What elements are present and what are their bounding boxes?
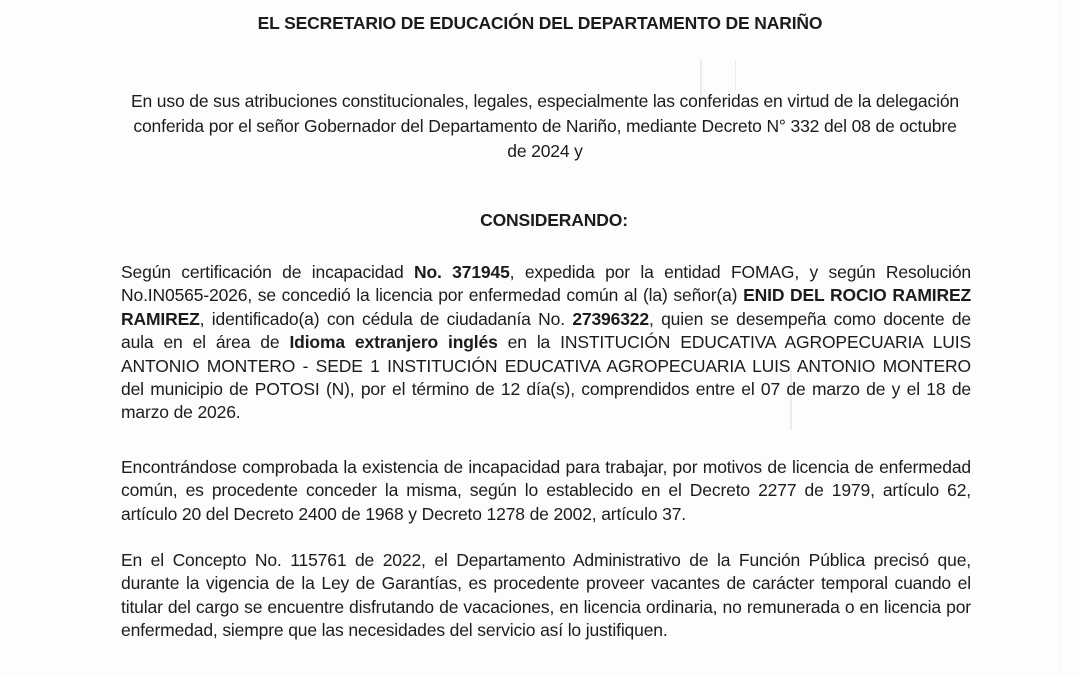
considerando-heading: CONSIDERANDO: [480,210,628,230]
teacher-surname: RAMIREZ [121,308,200,329]
paragraph-incapacity [121,261,971,425]
paragraph-line: artículo 20 del Decreto 2400 de 1968 y Decreto 1278 de 2002, artículo 37. [121,503,686,524]
document-title: EL SECRETARIO DE EDUCACIÓN DEL DEPARTAMENTO DE NARIÑO [257,13,823,33]
text-segment: , expedida por la entidad FOMAG, y según Resolución [509,262,971,282]
text-segment: , quien se desempeña como docente de [648,308,971,329]
preamble-paragraph [115,89,975,164]
text-segment: Según certificación de incapacidad [121,262,414,282]
teacher-name: ENID DEL ROCIO RAMIREZ [743,285,972,306]
paragraph-line [121,284,971,307]
paragraph-line: enfermedad, siempre que las necesidades del servicio así lo justifiquen. [121,620,668,641]
subject-area: Idioma extranjero inglés [289,332,498,353]
paragraph-justification [121,456,971,526]
paragraph-line [121,308,971,331]
text-segment: en la INSTITUCIÓN EDUCATIVA AGROPECUARIA LUIS [497,332,972,353]
paragraph-line: durante la vigencia de la Ley de Garantías, es procedente proveer vacantes de carácter temporal cuando el [121,573,971,594]
paragraph-line: Encontrándose comprobada la existencia de incapacidad para trabajar, por motivos de licencia de enfermedad [121,457,971,477]
paragraph-line: del municipio de POTOSI (N), por el término de 12 día(s), comprendidos entre el 07 de marzo de y el 18 de [121,379,971,400]
preamble-line: de 2024 y [507,141,583,161]
paragraph-line: En el Concepto No. 115761 de 2022, el Departamento Administrativo de la Función Pública precisó que, [121,550,971,570]
paragraph-line: común, es procedente conceder la misma, según lo establecido en el Decreto 2277 de 1979, artículo 62, [121,480,971,501]
paragraph-line: titular del cargo se encuentre disfrutando de vacaciones, en licencia ordinaria, no remunerada o en licencia por [121,596,971,617]
scan-artifact [1060,0,1061,675]
paragraph-line [121,261,971,284]
preamble-line: En uso de sus atribuciones constitucionales, legales, especialmente las conferidas en virtud de la delegación [130,91,960,111]
paragraph-line [121,331,971,354]
paragraph-line: marzo de 2026. [121,402,241,423]
paragraph-line: ANTONIO MONTERO - SEDE 1 INSTITUCIÓN EDUCATIVA AGROPECUARIA LUIS ANTONIO MONTERO [121,355,971,376]
paragraph-concept [121,549,971,643]
certificate-number: No. 371945 [413,262,510,282]
text-segment: No.IN0565-2026, se concedió la licencia por enfermedad común al (la) señor(a) [121,285,744,306]
text-segment: , identificado(a) con cédula de ciudadanía No. [199,308,573,329]
text-segment: aula en el área de [121,332,290,353]
preamble-line: conferida por el señor Gobernador del Departamento de Nariño, mediante Decreto N° 332 del 08 de octubre [133,116,957,136]
scan-artifact [735,60,736,90]
id-number: 27396322 [572,308,649,329]
